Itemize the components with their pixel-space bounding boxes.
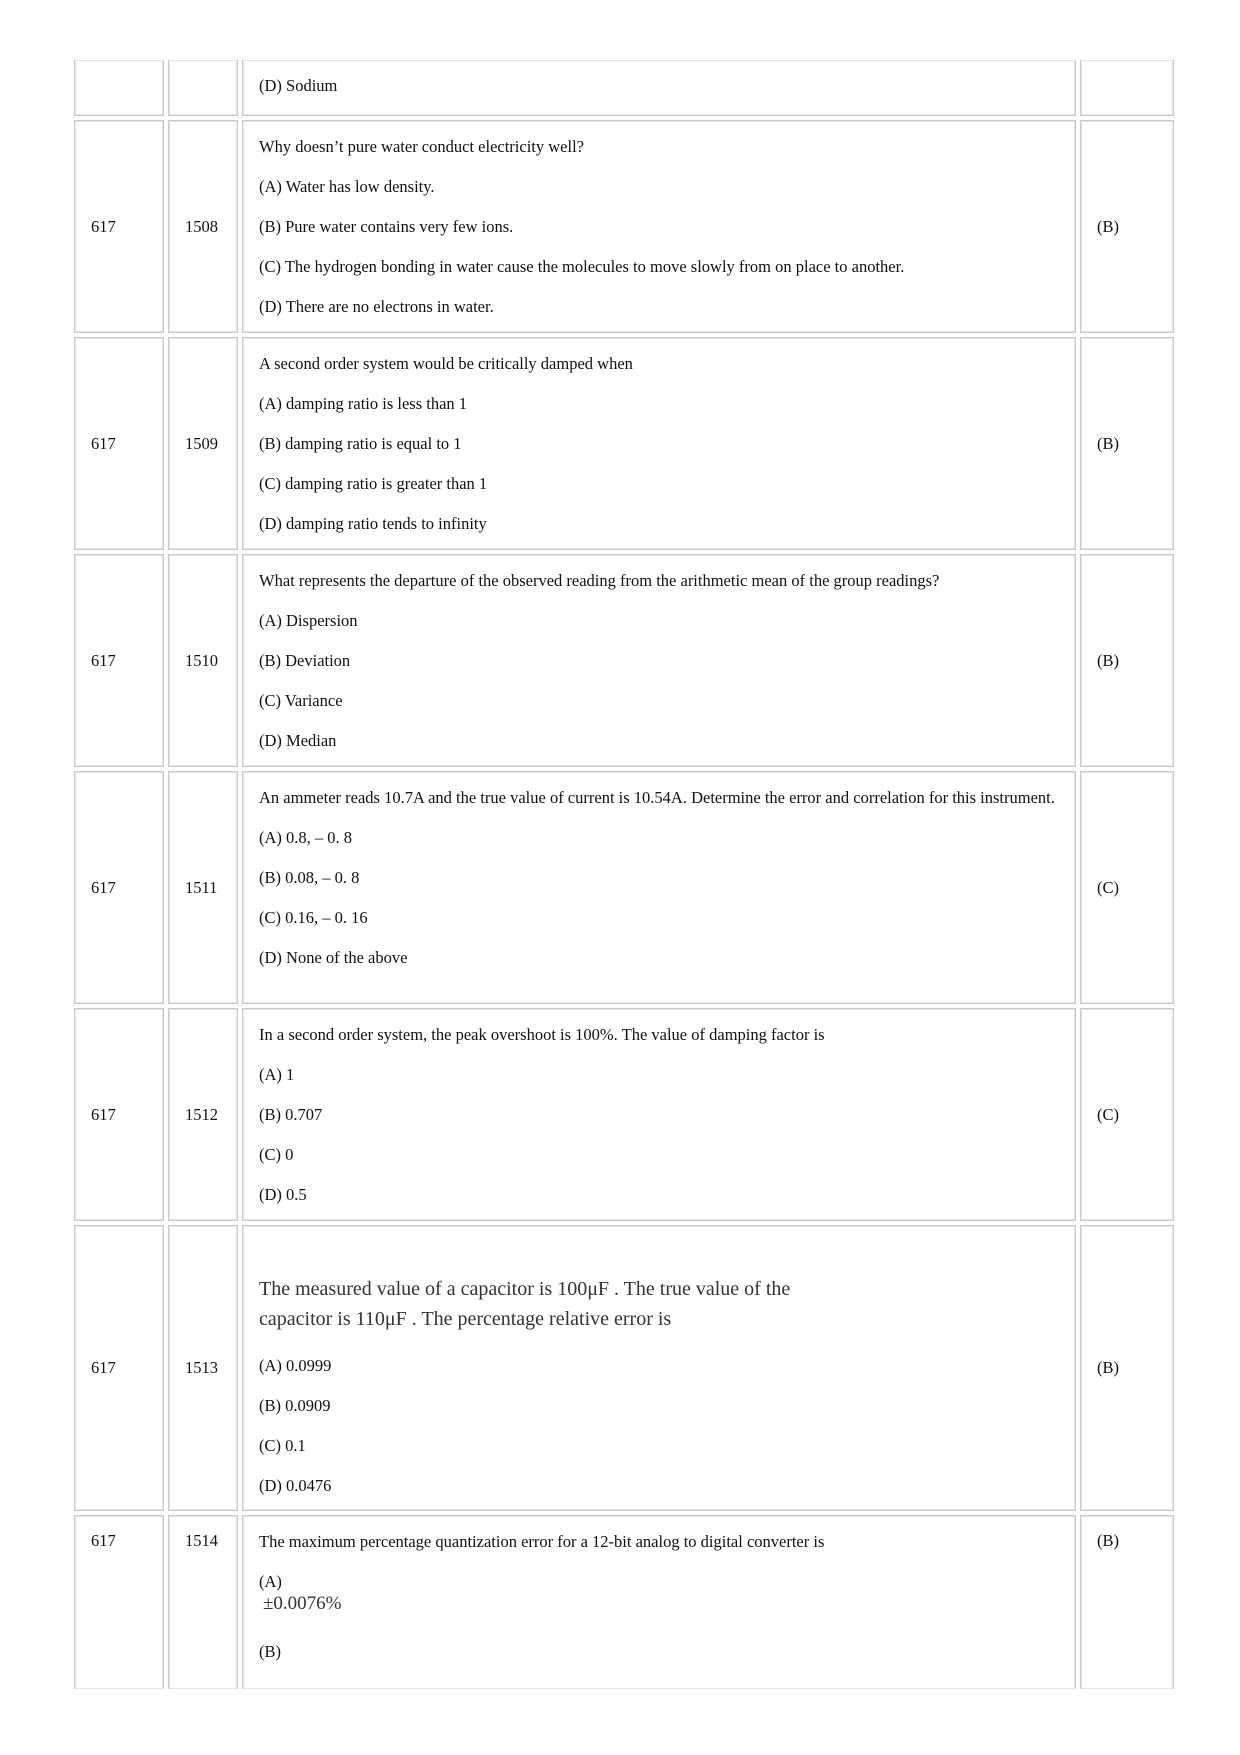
question-id-cell: 1511: [168, 771, 238, 1004]
answer-cell: (B): [1080, 554, 1174, 767]
subject-code-cell: 617: [74, 337, 164, 550]
option-a-math: ±0.0076%: [263, 1593, 342, 1614]
table-row: [74, 60, 1174, 116]
question-id-cell: 1514: [168, 1515, 238, 1689]
question-id-cell: [168, 60, 238, 116]
option-b: (B) 0.707: [259, 1105, 323, 1124]
option-c: (C) 0.16, – 0. 16: [259, 908, 368, 927]
subject-code-cell: 617: [74, 1515, 164, 1689]
option-b: (B) damping ratio is equal to 1: [259, 434, 462, 453]
answer-cell: (B): [1080, 337, 1174, 550]
answer-cell: [1080, 60, 1174, 116]
question-cell: [242, 771, 1076, 1004]
question-text: An ammeter reads 10.7A and the true value of current is 10.54A. Determine the error and correlation for this instrument.: [259, 788, 1055, 807]
option-a: [259, 1572, 1059, 1614]
question-text: In a second order system, the peak overshoot is 100%. The value of damping factor is: [259, 1025, 825, 1044]
question-id-cell: 1509: [168, 337, 238, 550]
option-c: (C) 0: [259, 1145, 294, 1164]
question-cell: [242, 1008, 1076, 1221]
subject-code-cell: 617: [74, 554, 164, 767]
answer-cell: (C): [1080, 1008, 1174, 1221]
table-row: [74, 1515, 1174, 1689]
option-d: (D) Median: [259, 731, 337, 750]
option-a: (A) 0.0999: [259, 1356, 332, 1375]
table-row: [74, 120, 1174, 333]
option-a: (A) Water has low density.: [259, 177, 435, 196]
option-b: (B) 0.08, – 0. 8: [259, 868, 360, 887]
option-b: (B): [259, 1642, 281, 1661]
subject-code-cell: 617: [74, 1225, 164, 1511]
table-row: [74, 554, 1174, 767]
question-line-2: capacitor is 110μF . The percentage relative error is: [259, 1308, 672, 1330]
answer-cell: (C): [1080, 771, 1174, 1004]
question-cell: [242, 60, 1076, 116]
answer-cell: (B): [1080, 1515, 1174, 1689]
option-c: (C) Variance: [259, 691, 343, 710]
question-line-1: The measured value of a capacitor is 100μF . The true value of the: [259, 1278, 791, 1300]
subject-code-cell: 617: [74, 771, 164, 1004]
question-math-text: [259, 1274, 1059, 1334]
subject-code-cell: [74, 60, 164, 116]
option-a: (A) 0.8, – 0. 8: [259, 828, 353, 847]
question-cell: [242, 1225, 1076, 1511]
question-text: A second order system would be critically damped when: [259, 354, 633, 373]
option-b: (B) Deviation: [259, 651, 351, 670]
subject-code-cell: 617: [74, 1008, 164, 1221]
option-d: (D) There are no electrons in water.: [259, 297, 494, 316]
subject-code-cell: 617: [74, 120, 164, 333]
option-d: (D) Sodium: [259, 76, 338, 95]
option-d: (D) None of the above: [259, 948, 408, 967]
option-d: (D) 0.5: [259, 1185, 307, 1204]
table-row: [74, 1008, 1174, 1221]
question-cell: [242, 120, 1076, 333]
question-id-cell: 1513: [168, 1225, 238, 1511]
question-text: The maximum percentage quantization error for a 12-bit analog to digital converter is: [259, 1532, 825, 1551]
option-b: (B) 0.0909: [259, 1396, 331, 1415]
question-cell: [242, 1515, 1076, 1689]
question-cell: [242, 554, 1076, 767]
option-a: (A) damping ratio is less than 1: [259, 394, 468, 413]
question-text: Why doesn’t pure water conduct electricity well?: [259, 137, 584, 156]
option-a-label: (A): [259, 1572, 282, 1591]
question-id-cell: 1510: [168, 554, 238, 767]
table-row: [74, 771, 1174, 1004]
option-c: (C) The hydrogen bonding in water cause the molecules to move slowly from on place to another.: [259, 257, 905, 276]
option-b: (B) Pure water contains very few ions.: [259, 217, 514, 236]
table-row: [74, 1225, 1174, 1511]
option-d: (D) 0.0476: [259, 1476, 332, 1495]
question-id-cell: 1512: [168, 1008, 238, 1221]
option-a: (A) 1: [259, 1065, 295, 1084]
question-cell: [242, 337, 1076, 550]
answer-cell: (B): [1080, 120, 1174, 333]
table-row: [74, 337, 1174, 550]
question-id-cell: 1508: [168, 120, 238, 333]
option-a: (A) Dispersion: [259, 611, 358, 630]
option-d: (D) damping ratio tends to infinity: [259, 514, 487, 533]
option-c: (C) damping ratio is greater than 1: [259, 474, 488, 493]
option-c: (C) 0.1: [259, 1436, 306, 1455]
question-text: What represents the departure of the observed reading from the arithmetic mean of the group readings?: [259, 571, 940, 590]
mcq-table: [74, 60, 1174, 1693]
answer-cell: (B): [1080, 1225, 1174, 1511]
